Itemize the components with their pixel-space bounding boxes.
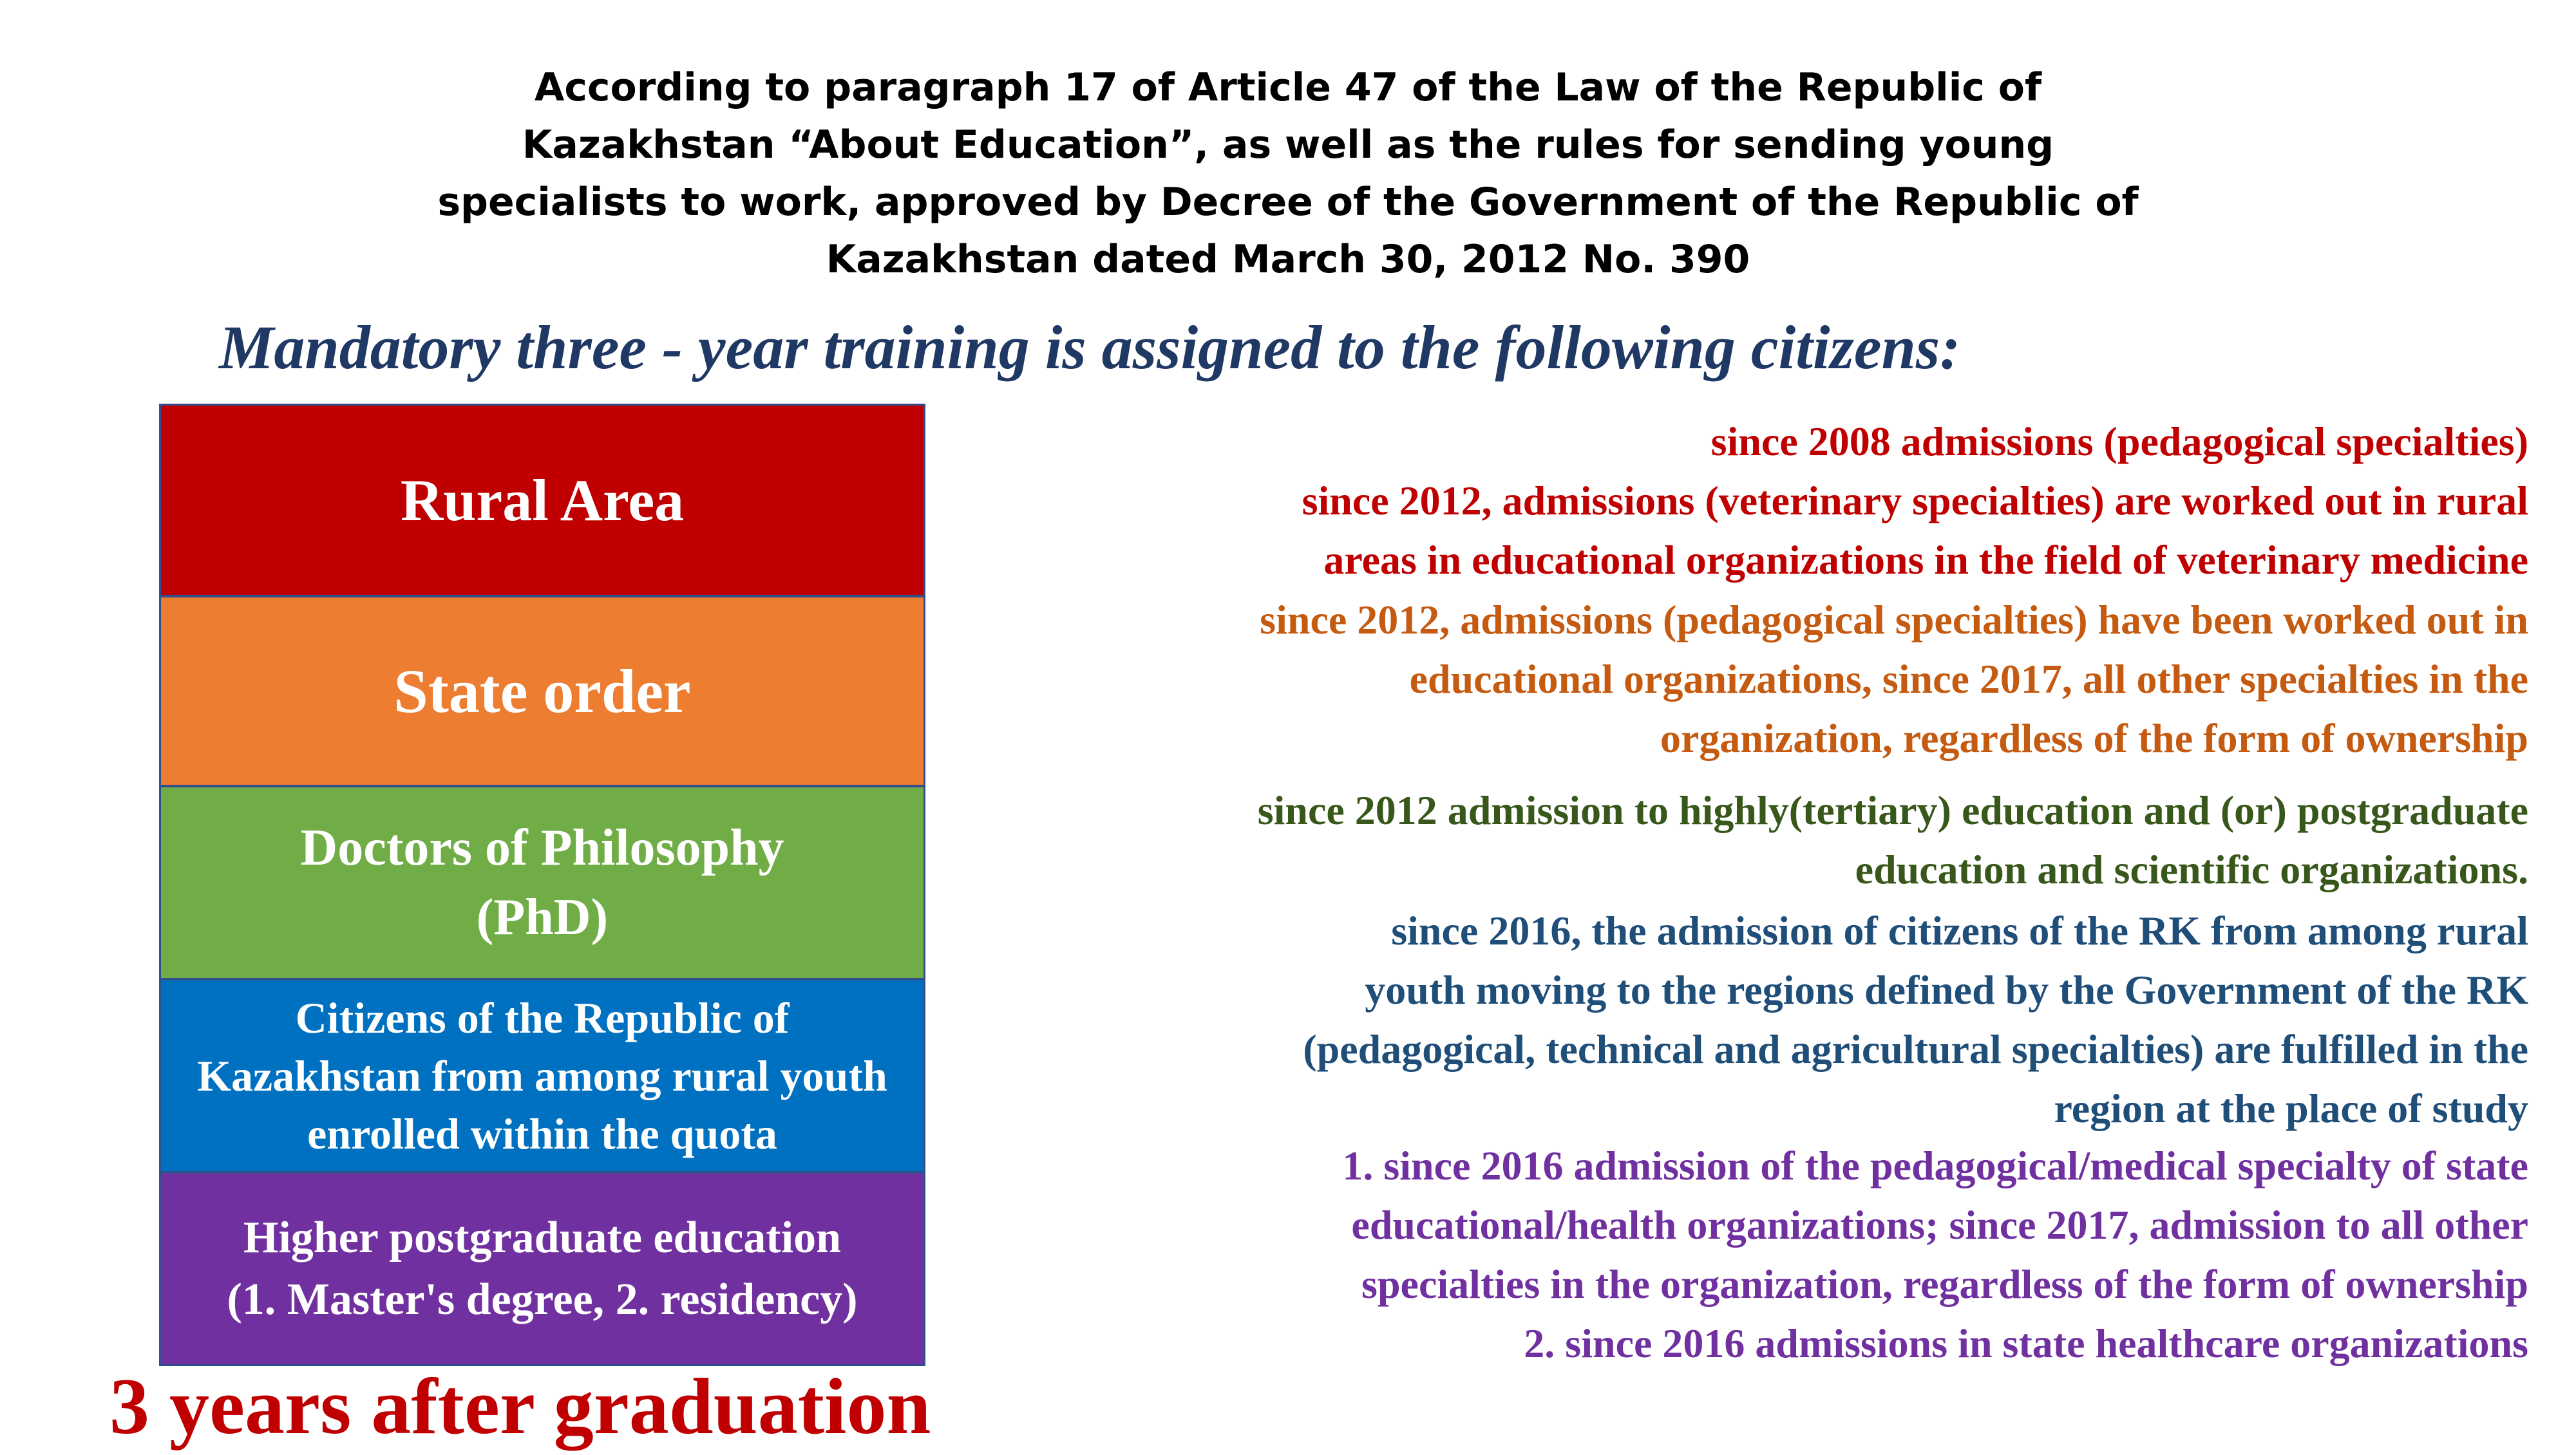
description-postgraduate bbox=[983, 1136, 2528, 1373]
intro-paragraph bbox=[386, 59, 2190, 288]
description-line: areas in educational organizations in the field of veterinary medicine bbox=[1323, 537, 2528, 583]
category-box-state-order bbox=[159, 596, 925, 787]
category-label: enrolled within the quota bbox=[307, 1109, 777, 1158]
description-line: specialties in the organization, regardless of the form of ownership bbox=[1361, 1261, 2528, 1307]
category-label: Rural Area bbox=[400, 467, 685, 533]
category-label: State order bbox=[393, 656, 691, 726]
intro-line: Kazakhstan “About Education”, as well as the rules for sending young bbox=[522, 122, 2054, 167]
category-label: Higher postgraduate education bbox=[243, 1213, 842, 1263]
category-box-rural-area bbox=[159, 404, 925, 597]
description-line: educational/health organizations; since 2017, admission to all other bbox=[1351, 1202, 2528, 1248]
intro-line: According to paragraph 17 of Article 47 of the Law of the Republic of bbox=[534, 65, 2042, 110]
description-line: 1. since 2016 admission of the pedagogical/medical specialty of state bbox=[1342, 1143, 2528, 1188]
footer-text: 3 years after graduation bbox=[109, 1362, 931, 1450]
category-label: (1. Master's degree, 2. residency) bbox=[227, 1275, 858, 1324]
category-box-phd bbox=[159, 785, 925, 980]
description-phd bbox=[983, 781, 2528, 899]
description-line: 2. since 2016 admissions in state healthcare organizations bbox=[1524, 1320, 2528, 1366]
description-line: youth moving to the regions defined by the Government of the RK bbox=[1365, 967, 2528, 1013]
description-line: since 2012, admissions (veterinary specialties) are worked out in rural bbox=[1302, 478, 2528, 523]
category-label: Citizens of the Republic of bbox=[295, 993, 790, 1042]
intro-line: Kazakhstan dated March 30, 2012 No. 390 bbox=[826, 237, 1750, 282]
description-line: since 2012, admissions (pedagogical specialties) have been worked out in bbox=[1260, 597, 2528, 643]
category-box-rural-youth bbox=[159, 979, 925, 1173]
description-line: region at the place of study bbox=[2054, 1085, 2528, 1131]
category-label: (PhD) bbox=[476, 889, 609, 946]
description-rural-area bbox=[983, 412, 2528, 590]
category-label: Doctors of Philosophy bbox=[300, 820, 784, 876]
description-state-order bbox=[983, 590, 2528, 768]
description-line: organization, regardless of the form of ownership bbox=[1660, 715, 2528, 761]
intro-line: specialists to work, approved by Decree of the Government of the Republic of bbox=[437, 180, 2139, 225]
description-line: education and scientific organizations. bbox=[1855, 847, 2528, 892]
category-label: Kazakhstan from among rural youth bbox=[197, 1051, 887, 1100]
description-line: since 2008 admissions (pedagogical specialties) bbox=[1710, 418, 2528, 464]
category-box-postgraduate bbox=[159, 1172, 925, 1366]
description-line: since 2012 admission to highly(tertiary) education and (or) postgraduate bbox=[1257, 787, 2528, 833]
description-line: since 2016, the admission of citizens of the RK from among rural bbox=[1391, 908, 2528, 953]
description-line: educational organizations, since 2017, all other specialties in the bbox=[1409, 656, 2528, 702]
description-rural-youth bbox=[983, 901, 2528, 1138]
description-line: (pedagogical, technical and agricultural specialties) are fulfilled in the bbox=[1303, 1026, 2528, 1072]
page-heading: Mandatory three - year training is assigned to the following citizens: bbox=[219, 313, 1961, 382]
